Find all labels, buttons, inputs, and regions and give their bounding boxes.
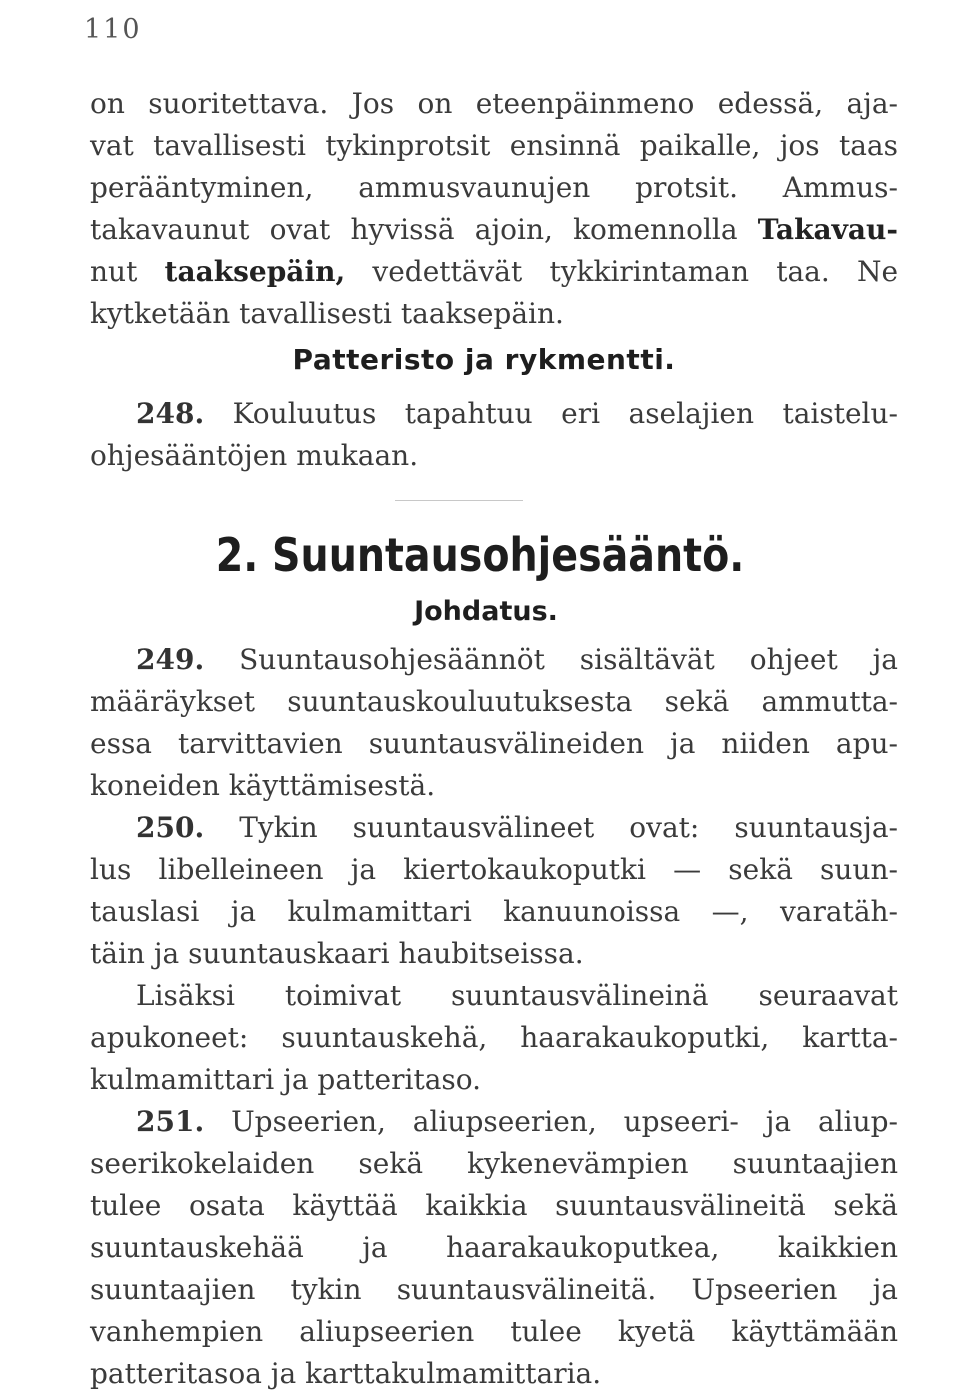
text-line: suuntaajien tykin suuntausvälineitä. Upseerien ja	[90, 1273, 898, 1306]
text-line	[90, 252, 898, 292]
text-line: määräykset suuntauskouluutuksesta sekä ammutta-	[90, 685, 898, 718]
text-line: seerikokelaiden sekä kykenevämpien suuntaajien	[90, 1147, 898, 1180]
text-line: täin ja suuntauskaari haubitseissa.	[90, 937, 584, 970]
section-heading: Patteristo ja rykmentti.	[292, 343, 676, 376]
text-line: patteritasoa ja karttakulmamittaria.	[90, 1357, 602, 1390]
text-line: kulmamittari ja patteritaso.	[90, 1063, 482, 1096]
text-line: apukoneet: suuntauskehä, haarakaukoputki, kartta-	[90, 1021, 898, 1054]
text-line: perääntyminen, ammusvaunujen protsit. Ammus-	[90, 171, 898, 204]
text-line: ohjesääntöjen mukaan.	[90, 439, 419, 472]
text-line: vanhempien aliupseerien tulee kyetä käyttämään	[90, 1315, 898, 1348]
text-run: nut	[90, 255, 165, 288]
paragraph-first-line	[136, 808, 898, 848]
text-run: Upseerien, aliupseerien, upseeri- ja aliup-	[204, 1105, 898, 1138]
text-run: Tykin suuntausvälineet ovat: suuntausja-	[204, 811, 898, 844]
text-line: tauslasi ja kulmamittari kanuunoissa —, varatäh-	[90, 895, 898, 928]
text-line: Lisäksi toimivat suuntausvälineinä seuraavat	[136, 979, 898, 1012]
divider	[395, 500, 523, 501]
text-run: vedettävät tykkirintaman taa. Ne	[345, 255, 899, 288]
paragraph-number: 249.	[136, 643, 205, 676]
bold-command-text: Takavau-	[757, 213, 898, 246]
paragraph-first-line	[136, 1102, 898, 1142]
text-line: kytketään tavallisesti taaksepäin.	[90, 297, 564, 330]
paragraph-first-line	[136, 640, 898, 680]
text-line: on suoritettava. Jos on eteenpäinmeno edessä, aja-	[90, 87, 898, 120]
subsection-heading: Johdatus.	[414, 596, 558, 627]
paragraph-number: 250.	[136, 811, 205, 844]
text-run: takavaunut ovat hyvissä ajoin, komennolla	[90, 213, 758, 246]
text-line: tulee osata käyttää kaikkia suuntausvälineitä sekä	[90, 1189, 898, 1222]
text-line: lus libelleineen ja kiertokaukoputki — sekä suun-	[90, 853, 898, 886]
text-line: vat tavallisesti tykinprotsit ensinnä paikalle, jos taas	[90, 129, 898, 162]
chapter-title: 2. Suuntausohjesääntö.	[215, 528, 745, 582]
bold-command-text: taaksepäin,	[164, 255, 346, 288]
text-line	[90, 210, 898, 250]
text-line: suuntauskehää ja haarakaukoputkea, kaikkien	[90, 1231, 898, 1264]
text-line: essa tarvittavien suuntausvälineiden ja niiden apu-	[90, 727, 898, 760]
text-line: koneiden käyttämisestä.	[90, 769, 436, 802]
paragraph-first-line	[136, 394, 898, 434]
text-run: Kouluutus tapahtuu eri aselajien taistelu-	[204, 397, 898, 430]
paragraph-number: 248.	[136, 397, 205, 430]
paragraph-number: 251.	[136, 1105, 205, 1138]
page-number: 110	[84, 14, 142, 45]
text-run: Suuntausohjesäännöt sisältävät ohjeet ja	[204, 643, 898, 676]
